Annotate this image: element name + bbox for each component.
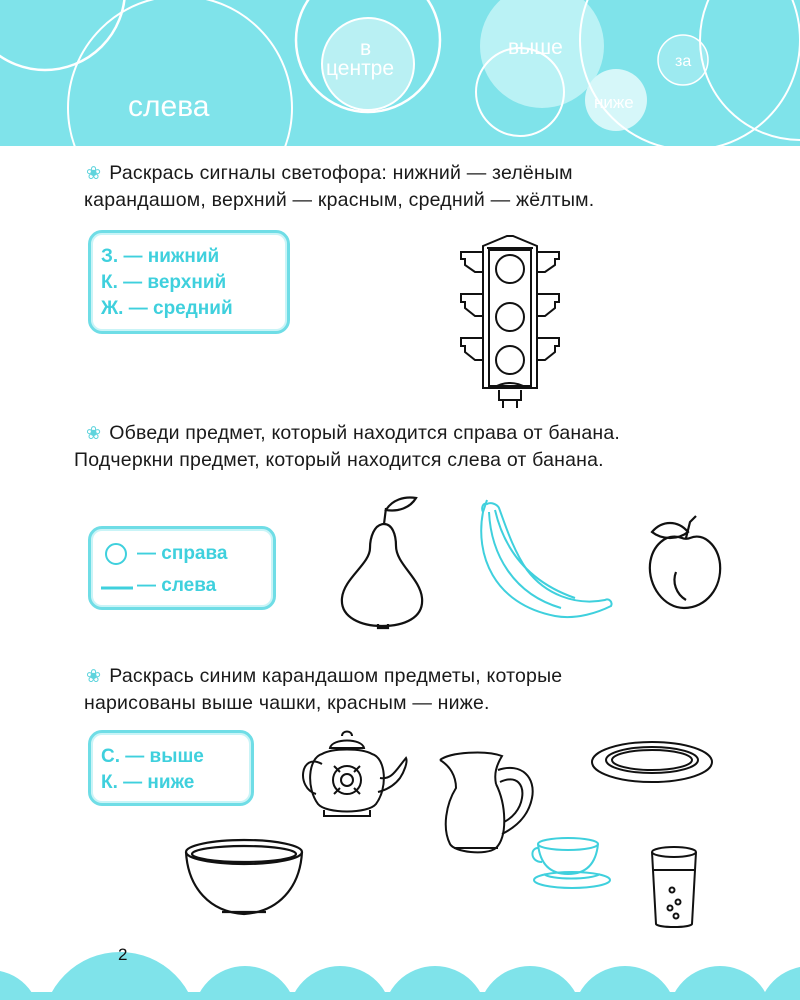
task3-legend-line: К. — ниже (101, 772, 195, 793)
header-word-above: выше (508, 36, 563, 59)
task1-legend-line: З. — нижний (101, 246, 220, 267)
task3-line1: Раскрась синим карандашом предметы, которые (109, 665, 563, 687)
underline-mark-icon (101, 585, 135, 591)
task3-line2: нарисованы выше чашки, красным — ниже. (84, 692, 490, 714)
task2-legend-line: — слева (137, 575, 217, 596)
header-banner (0, 0, 800, 146)
glass-picture (648, 844, 700, 930)
task2-legend-box (88, 526, 276, 610)
flower-icon: ❀ (86, 423, 102, 443)
cup-picture (530, 836, 616, 892)
task1-line1-row (86, 160, 594, 187)
header-word-below: ниже (594, 93, 634, 112)
task1-legend-line: К. — верхний (101, 272, 227, 293)
task1-line1: Раскрась сигналы светофора: нижний — зелёным (109, 162, 573, 184)
task2-line1: Обведи предмет, который находится справа от банана. (109, 422, 621, 444)
header-word-behind: за (675, 53, 692, 70)
task3-instruction (86, 663, 562, 717)
pear-picture (334, 494, 430, 630)
traffic-light-picture (455, 232, 565, 410)
task1-instruction (86, 160, 594, 214)
task3-line1-row (86, 663, 562, 690)
flower-icon: ❀ (86, 666, 102, 686)
page-number: 2 (118, 945, 128, 964)
teapot-picture (296, 728, 416, 820)
bowl-picture (182, 838, 306, 918)
circle-mark-icon (103, 541, 129, 567)
task1-legend-line: Ж. — средний (101, 298, 233, 319)
header-word-center-1: в (360, 37, 372, 60)
header-word-left: слева (128, 90, 210, 123)
plate-picture (590, 738, 714, 786)
apple-picture (646, 512, 724, 612)
jug-picture (436, 748, 540, 858)
header-circles (0, 0, 800, 146)
task2-line2: Подчеркни предмет, который находится слева от банана. (74, 449, 604, 471)
task2-legend-line: — справа (137, 543, 228, 564)
task1-line2: карандашом, верхний — красным, средний — жёлтым. (84, 189, 595, 211)
flower-icon: ❀ (86, 163, 102, 183)
task2-instruction (74, 420, 621, 474)
task3-legend-box (88, 730, 254, 806)
header-word-center-2: центре (326, 57, 395, 80)
banana-picture (465, 494, 615, 622)
task1-legend-box (88, 230, 290, 334)
task3-legend-line: С. — выше (101, 746, 204, 767)
task2-line1-row (86, 420, 620, 447)
